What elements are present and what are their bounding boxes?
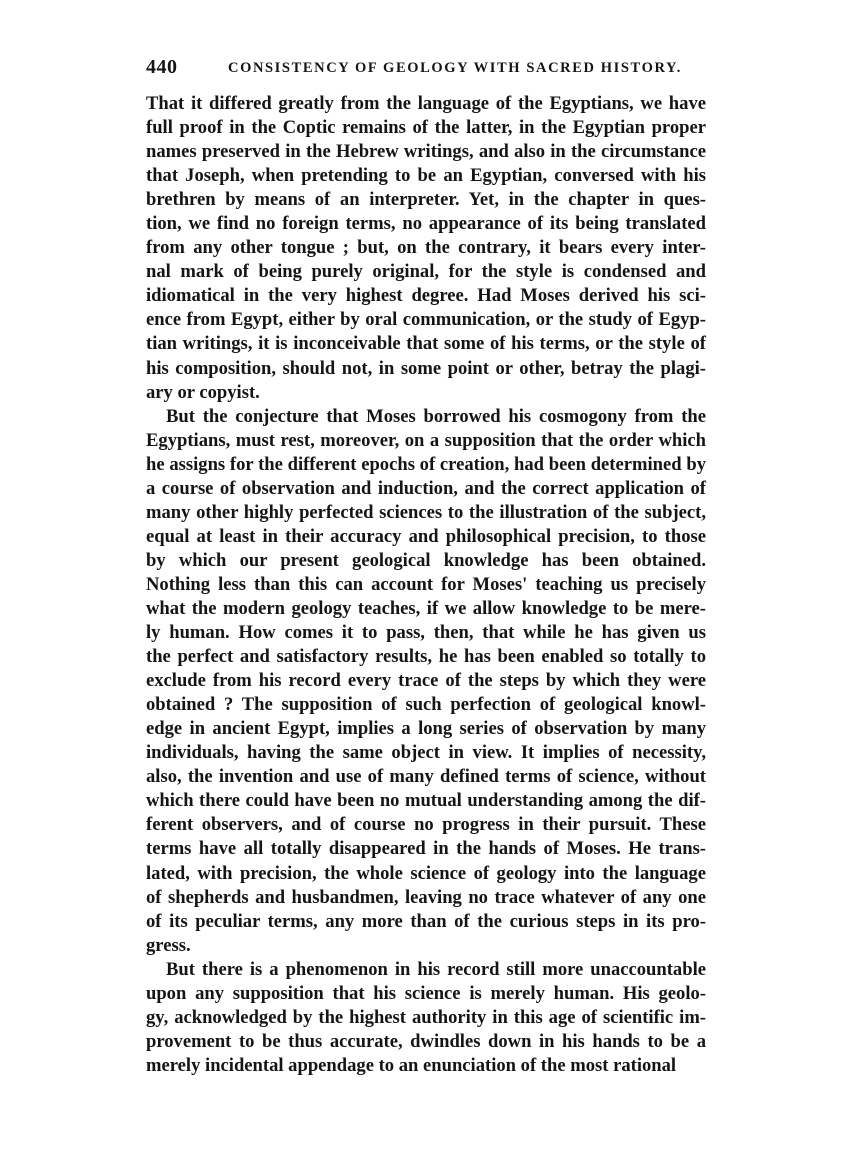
text-line: that Joseph, when pretending to be an Egyptian, conversed with his	[146, 165, 706, 187]
text-line: ferent observers, and of course no progress in their pursuit. These	[146, 814, 706, 836]
text-line: full proof in the Coptic remains of the latter, in the Egyptian proper	[146, 117, 706, 139]
paragraph	[146, 958, 706, 1078]
text-line: upon any supposition that his science is merely human. His geolo-	[146, 982, 706, 1004]
text-line: individuals, having the same object in view. It implies of necessity,	[146, 742, 706, 764]
paragraph	[146, 405, 706, 958]
text-line: provement to be thus accurate, dwindles down in his hands to be a	[146, 1030, 706, 1052]
text-line: terms have all totally disappeared in the hands of Moses. He trans-	[146, 838, 706, 860]
running-header	[146, 56, 706, 82]
text-line: Egyptians, must rest, moreover, on a supposition that the order which	[146, 429, 706, 451]
text-line: he assigns for the different epochs of creation, had been determined by	[146, 453, 706, 475]
paragraph	[146, 92, 706, 405]
text-line: tion, we find no foreign terms, no appearance of its being translated	[146, 213, 706, 235]
text-line: a course of observation and induction, and the correct application of	[146, 477, 706, 499]
text-line: brethren by means of an interpreter. Yet, in the chapter in ques-	[146, 189, 706, 211]
text-line: nal mark of being purely original, for the style is condensed and	[146, 261, 706, 283]
text-line: That it differed greatly from the language of the Egyptians, we have	[146, 93, 706, 114]
text-line: gress.	[146, 934, 191, 956]
running-title: CONSISTENCY OF GEOLOGY WITH SACRED HISTORY.	[228, 60, 682, 76]
text-line: edge in ancient Egypt, implies a long series of observation by many	[146, 718, 706, 740]
text-line: the perfect and satisfactory results, he has been enabled so totally to	[146, 646, 706, 668]
text-line: obtained ? The supposition of such perfection of geological knowl-	[146, 694, 706, 716]
text-line: which there could have been no mutual understanding among the dif-	[146, 790, 706, 812]
text-line: of its peculiar terms, any more than of the curious steps in its pro-	[146, 910, 706, 932]
text-line: But there is a phenomenon in his record still more unaccountable	[166, 958, 706, 980]
text-line: what the modern geology teaches, if we allow knowledge to be mere-	[146, 597, 706, 619]
text-line: lated, with precision, the whole science of geology into the language	[146, 862, 706, 884]
text-line: tian writings, it is inconceivable that some of his terms, or the style of	[146, 333, 706, 355]
text-line: ence from Egypt, either by oral communication, or the study of Egyp-	[146, 309, 706, 331]
text-line: idiomatical in the very highest degree. Had Moses derived his sci-	[146, 285, 706, 307]
text-line: But the conjecture that Moses borrowed his cosmogony from the	[166, 405, 706, 427]
text-line: merely incidental appendage to an enunciation of the most rational	[146, 1054, 677, 1076]
body-text	[146, 92, 706, 1078]
page-number: 440	[146, 56, 178, 78]
text-line: Nothing less than this can account for Moses' teaching us precisely	[146, 573, 706, 595]
text-line: also, the invention and use of many defined terms of science, without	[146, 766, 706, 788]
text-line: by which our present geological knowledge has been obtained.	[146, 549, 706, 571]
text-line: ary or copyist.	[146, 381, 260, 403]
text-line: equal at least in their accuracy and philosophical precision, to those	[146, 525, 706, 547]
text-line: from any other tongue ; but, on the contrary, it bears every inter-	[146, 237, 706, 259]
text-line: exclude from his record every trace of the steps by which they were	[146, 670, 706, 692]
text-line: of shepherds and husbandmen, leaving no trace whatever of any one	[146, 886, 706, 908]
text-line: many other highly perfected sciences to the illustration of the subject,	[146, 501, 706, 523]
text-line: ly human. How comes it to pass, then, that while he has given us	[146, 622, 706, 644]
text-line: names preserved in the Hebrew writings, and also in the circumstance	[146, 141, 706, 163]
text-line: gy, acknowledged by the highest authority in this age of scientific im-	[146, 1006, 706, 1028]
text-line: his composition, should not, in some point or other, betray the plagi-	[146, 357, 706, 379]
